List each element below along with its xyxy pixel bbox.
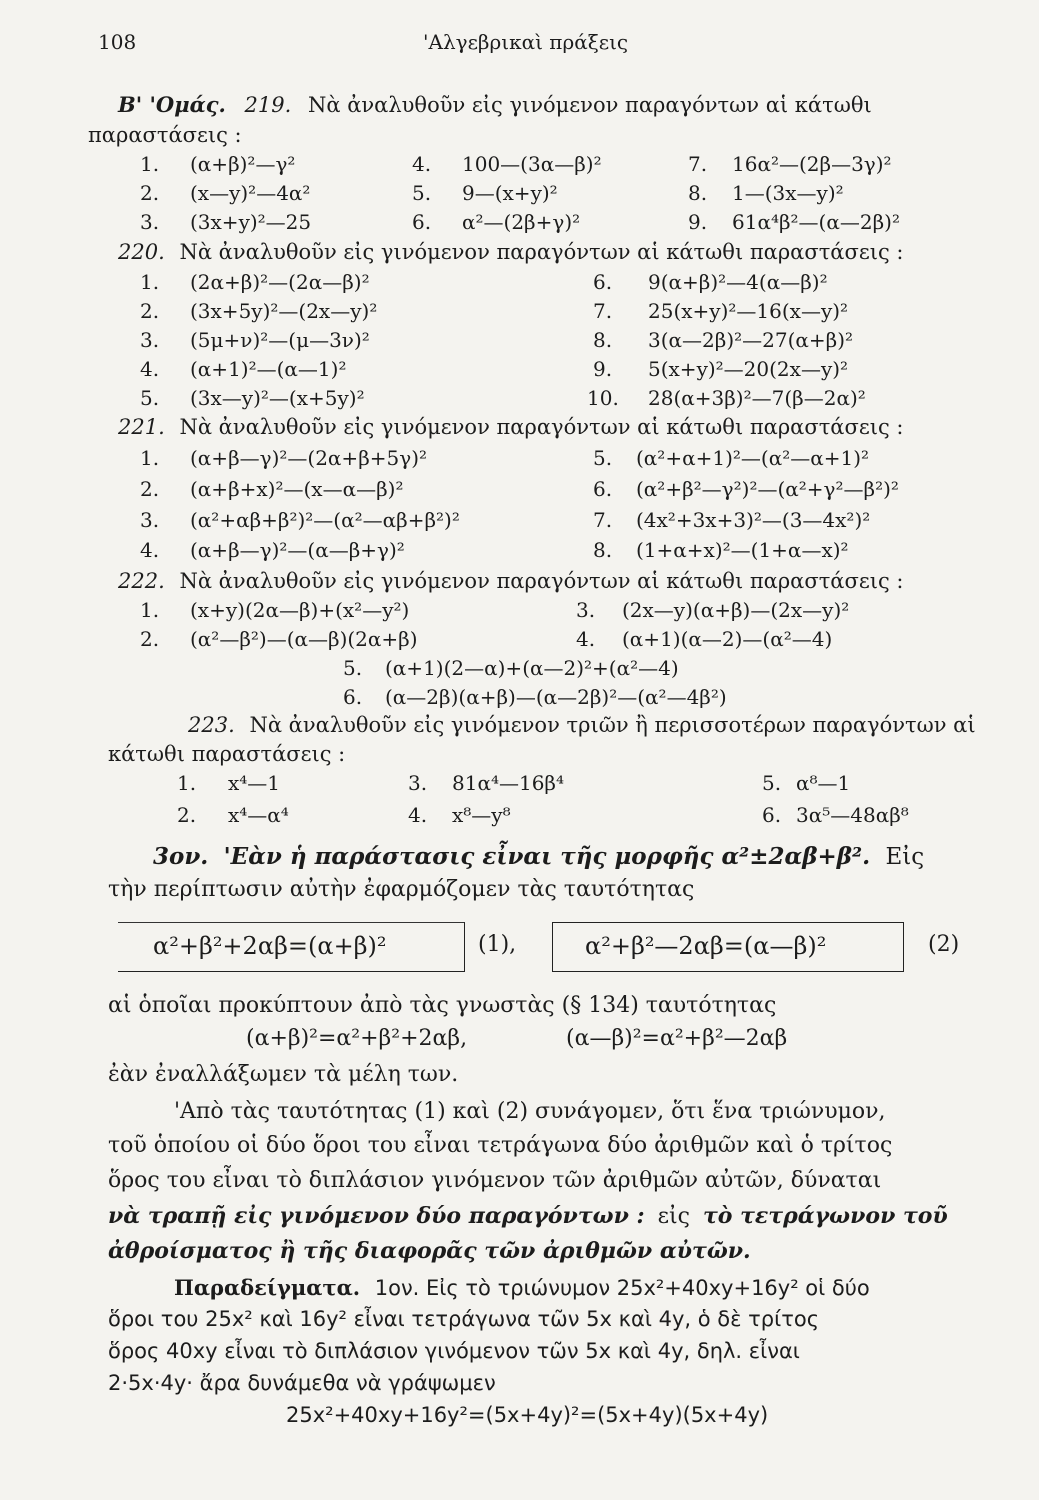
ex221-number: 221. [118,415,165,439]
ex221-item-num: 4. [140,538,160,562]
formula-diff: (α—β)²=α²+β²—2αβ [566,1026,788,1051]
examples-line1 [174,1275,870,1300]
section3-heading [153,843,924,870]
ex220-item-expr: (2α+β)²—(2α—β)² [190,270,370,294]
ex222-item-expr: (α—2β)(α+β)—(α—2β)²—(α²—4β²) [385,685,727,709]
ex221-item-num: 8. [593,538,613,562]
ex223-item-num: 3. [408,771,428,795]
section3-number: 3ον. [153,843,209,870]
ex223-item-num: 5. [762,771,782,795]
para-line1: 'Απὸ τὰς ταυτότητας (1) καὶ (2) συνάγομεν, ὅτι ἕνα τριώνυμον, [174,1099,886,1124]
ex223-item-num: 4. [408,803,428,827]
ex223-item-expr: x⁸—y⁸ [452,803,511,827]
ex219-item-expr: 1—(3x—y)² [732,181,844,205]
ex223-item-num: 1. [177,771,197,795]
ex219-item-num: 5. [412,181,432,205]
ex222-number: 222. [118,569,165,593]
ex220-item-expr: 3(α—2β)²—27(α+β)² [648,328,854,352]
ex222-item-expr: (x+y)(2α—β)+(x²—y²) [190,598,410,622]
ex221-item-expr: (4x²+3x+3)²—(3—4x²)² [636,508,871,532]
ex221-item-num: 6. [593,477,613,501]
ex219-line2: παραστάσεις : [88,123,242,147]
ex222-item-num: 6. [343,685,363,709]
ex220-item-expr: 28(α+3β)²—7(β—2α)² [648,386,866,410]
ex219-item-expr: (α+β)²—γ² [190,152,296,176]
ex220-item-num: 8. [593,328,613,352]
ex219-item-num: 4. [412,152,432,176]
examples-line5: 25x²+40xy+16y²=(5x+4y)²=(5x+4y)(5x+4y) [286,1403,769,1427]
identity1: α²+β²+2αβ=(α+β)² [153,932,387,960]
ex221-item-expr: (α+β—γ)²—(α—β+γ)² [190,538,405,562]
ex219-item-num: 7. [688,152,708,176]
ex221-item-expr: (α²+α+1)²—(α²—α+1)² [636,446,870,470]
ex220-item-num: 3. [140,328,160,352]
ex220-item-num: 5. [140,386,160,410]
ex220-item-num: 1. [140,270,160,294]
ex219-item-expr: 16α²—(2β—3γ)² [732,152,892,176]
ex219-item-expr: 61α⁴β²—(α—2β)² [732,210,900,234]
ex220-item-num: 9. [593,357,613,381]
ex223-item-expr: x⁴—α⁴ [228,803,289,827]
ex220-item-num: 4. [140,357,160,381]
ex223-item-expr: 3α⁵—48αβ⁸ [796,803,909,827]
ex219-line1 [118,92,872,117]
ex219-item-num: 8. [688,181,708,205]
section3-title: 'Εὰν ἡ παράστασις εἶναι τῆς μορφῆς α²±2αβ+β². [223,843,871,870]
ex219-item-num: 2. [140,181,160,205]
section3-line3: αἱ ὁποῖαι προκύπτουν ἀπὸ τὰς γνωστὰς (§ 134) ταυτότητας [108,993,777,1018]
ex220-item-expr: 9(α+β)²—4(α—β)² [648,270,828,294]
ex222-item-num: 4. [576,627,596,651]
ex220-item-expr: (3x+5y)²—(2x—y)² [190,299,378,323]
section3-title-tail: Εἰς [885,844,925,870]
examples-line3: ὅρος 40xy εἶναι τὸ διπλάσιον γινόμενον τῶν 5x καὶ 4y, δηλ. εἶναι [108,1339,800,1363]
ex222-item-expr: (α+1)(2—α)+(α—2)²+(α²—4) [385,656,679,680]
ex223-text: Νὰ ἀναλυθοῦν εἰς γινόμενον τριῶν ἢ περισσοτέρων παραγόντων αἱ [249,713,976,737]
ex221-item-num: 7. [593,508,613,532]
ex221-item-expr: (α+β+x)²—(x—α—β)² [190,477,404,501]
para-line4-bold: νὰ τραπῇ εἰς γινόμενον δύο παραγόντων : [108,1203,645,1229]
running-title: 'Αλγεβρικαὶ πράξεις [423,30,629,54]
ex221-text: Νὰ ἀναλυθοῦν εἰς γινόμενον παραγόντων αἱ κάτωθι παραστάσεις : [179,415,904,439]
para-line2: τοῦ ὁποίου οἱ δύο ὅροι του εἶναι τετράγωνα δύο ἀριθμῶν καὶ ὁ τρίτος [108,1133,893,1158]
ex223-line2: κάτωθι παραστάσεις : [108,742,346,766]
section3-line4: ἐὰν ἐναλλάξωμεν τὰ μέλη των. [108,1062,459,1087]
para-line4-bold2: τὸ τετράγωνον τοῦ [702,1203,948,1229]
ex223-item-num: 6. [762,803,782,827]
para-line3: ὅρος του εἶναι τὸ διπλάσιον γινόμενον τῶν ἀριθμῶν αὐτῶν, δύναται [108,1168,882,1193]
ex223-item-expr: x⁴—1 [228,771,281,795]
page-number: 108 [98,30,137,54]
ex221-item-expr: (α²+β²—γ²)²—(α²+γ²—β²)² [636,477,899,501]
ex219-item-num: 9. [688,210,708,234]
ex219-number: 219. [244,93,292,117]
ex219-item-expr: 9—(x+y)² [462,181,558,205]
ex222-item-expr: (α²—β²)—(α—β)(2α+β) [190,627,418,651]
ex221-item-expr: (α+β—γ)²—(2α+β+5γ)² [190,446,428,470]
ex219-item-expr: 100—(3α—β)² [462,152,602,176]
ex220-item-num: 10. [587,386,619,410]
identity1-tag: (1), [478,932,517,957]
group-label: Β' 'Ομάς. [118,92,226,117]
ex221-heading [118,415,903,439]
ex221-item-num: 1. [140,446,160,470]
identity2: α²+β²—2αβ=(α—β)² [585,932,827,960]
ex220-item-expr: 5(x+y)²—20(2x—y)² [648,357,849,381]
formula-sum: (α+β)²=α²+β²+2αβ, [246,1026,468,1051]
ex219-item-num: 6. [412,210,432,234]
para-line5: ἀθροίσματος ἢ τῆς διαφορᾶς τῶν ἀριθμῶν αὐτῶν. [108,1238,751,1264]
example1-text: 1ον. Εἰς τὸ τριώνυμον 25x²+40xy+16y² οἱ δύο [374,1276,870,1300]
ex220-number: 220. [118,240,165,264]
ex220-item-expr: 25(x+y)²—16(x—y)² [648,299,849,323]
ex222-item-num: 3. [576,598,596,622]
ex222-text: Νὰ ἀναλυθοῦν εἰς γινόμενον παραγόντων αἱ κάτωθι παραστάσεις : [179,569,904,593]
ex220-item-num: 2. [140,299,160,323]
ex221-item-expr: (α²+αβ+β²)²—(α²—αβ+β²)² [190,508,460,532]
ex219-item-num: 1. [140,152,160,176]
ex223-item-num: 2. [177,803,197,827]
ex220-item-expr: (5μ+ν)²—(μ—3ν)² [190,328,370,352]
ex223-number: 223. [188,713,235,737]
ex221-item-num: 3. [140,508,160,532]
ex220-item-num: 6. [593,270,613,294]
ex221-item-num: 5. [593,446,613,470]
ex220-item-expr: (3x—y)²—(x+5y)² [190,386,365,410]
ex222-item-num: 2. [140,627,160,651]
ex223-item-expr: α⁸—1 [796,771,851,795]
ex219-item-expr: α²—(2β+γ)² [462,210,581,234]
ex221-item-expr: (1+α+x)²—(1+α—x)² [636,538,849,562]
examples-label: Παραδείγματα. [174,1275,361,1300]
ex222-item-expr: (2x—y)(α+β)—(2x—y)² [622,598,850,622]
ex219-item-expr: (x—y)²—4α² [190,181,311,205]
ex219-item-num: 3. [140,210,160,234]
ex223-heading [188,713,976,737]
ex219-text: Νὰ ἀναλυθοῦν εἰς γινόμενον παραγόντων αἱ κάτωθι [307,93,872,117]
ex223-item-expr: 81α⁴—16β⁴ [452,771,565,795]
identity2-tag: (2) [928,932,960,957]
examples-line4: 2·5x·4y· ἄρα δυνάμεθα νὰ γράψωμεν [108,1371,496,1395]
ex220-item-num: 7. [593,299,613,323]
ex221-item-num: 2. [140,477,160,501]
para-line4 [108,1203,948,1229]
ex220-heading [118,240,903,264]
ex222-item-expr: (α+1)(α—2)—(α²—4) [622,627,833,651]
ex219-item-expr: (3x+y)²—25 [190,210,312,234]
section3-line2: τὴν περίπτωσιν αὐτὴν ἐφαρμόζομεν τὰς ταυτότητας [108,877,695,902]
ex222-item-num: 1. [140,598,160,622]
ex222-heading [118,569,903,593]
examples-line2: ὅροι του 25x² καὶ 16y² εἶναι τετράγωνα τῶν 5x καὶ 4y, ὁ δὲ τρίτος [108,1307,820,1331]
ex220-item-expr: (α+1)²—(α—1)² [190,357,347,381]
ex220-text: Νὰ ἀναλυθοῦν εἰς γινόμενον παραγόντων αἱ κάτωθι παραστάσεις : [179,240,904,264]
para-line4-rest: εἰς [657,1204,690,1229]
ex222-item-num: 5. [343,656,363,680]
